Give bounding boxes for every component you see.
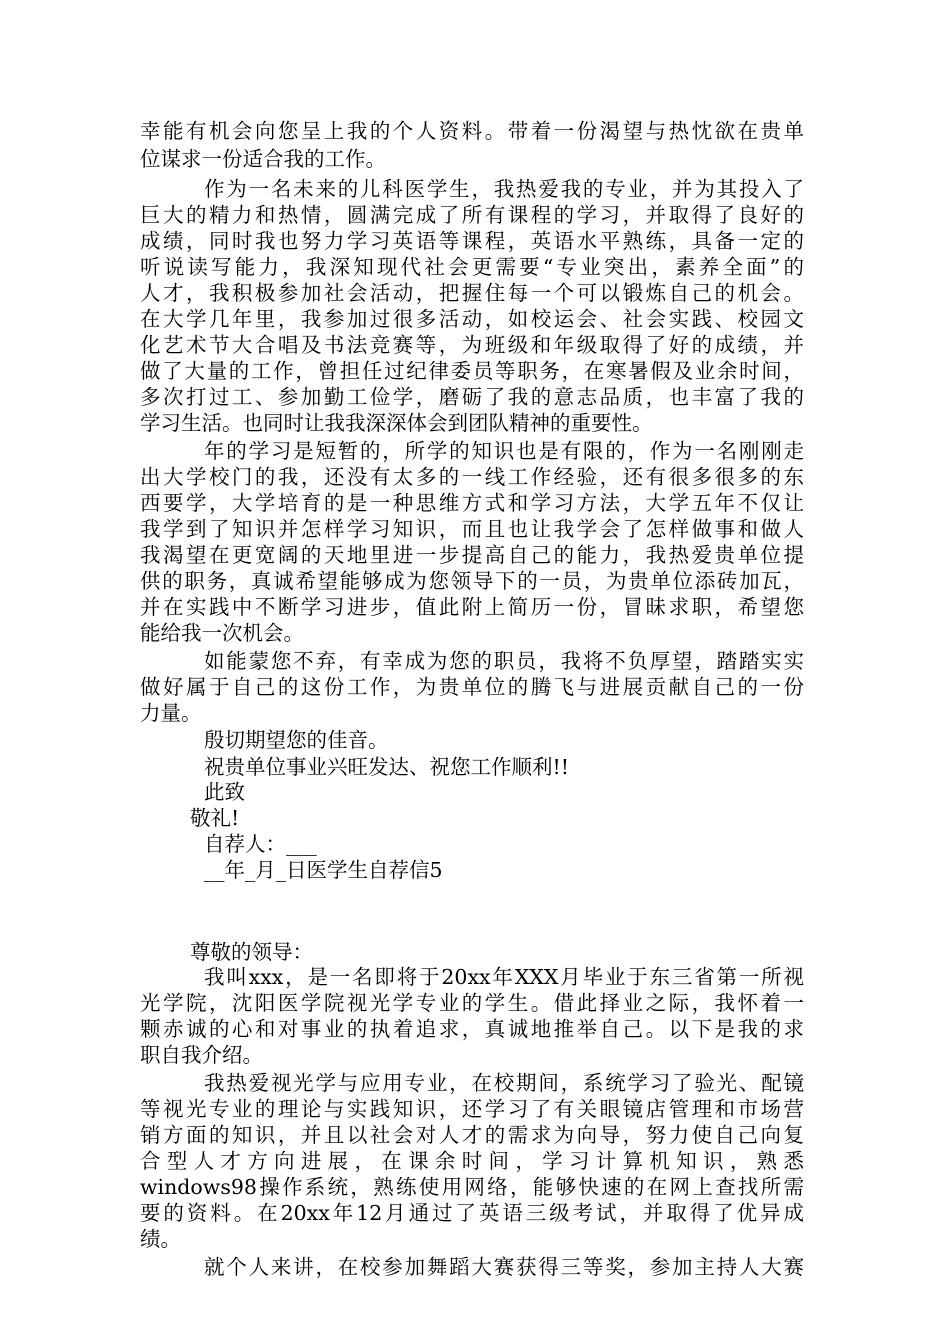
text-line: 合型人才方向进展，在课余时间，学习计算机知识，熟悉 [140,1149,804,1173]
text-line: 能给我一次机会。 [140,621,304,645]
paragraph-first-line: 就个人来讲，在校参加舞蹈大赛获得三等奖，参加主持人大赛 [204,1255,804,1279]
text-line: 光学院，沈阳医学院视光学专业的学生。借此择业之际，我怀着一 [140,991,804,1015]
text-line: 化艺术节大合唱及书法竞赛等，为班级和年级取得了好的成绩，并 [140,333,804,357]
text-line: 我学到了知识并怎样学习知识，而且也让我学会了怎样做事和做人 [140,517,804,541]
paragraph-first-line: 我叫xxx，是一名即将于20xx年XXX月毕业于东三省第一所视 [204,965,804,989]
text-line: 要的资料。在20xx年12月通过了英语三级考试，并取得了优异成 [140,1201,804,1225]
text-line: 巨大的精力和热情，圆满完成了所有课程的学习，并取得了良好的 [140,203,804,227]
paragraph-first-line: 如能蒙您不弃，有幸成为您的职员，我将不负厚望，踏踏实实 [204,649,804,673]
text-line: 成绩，同时我也努力学习英语等课程，英语水平熟练，具备一定的 [140,229,804,253]
text-line: 位谋求一份适合我的工作。 [140,147,386,171]
text-line: 供的职务，真诚希望能够成为您领导下的一员，为贵单位添砖加瓦， [140,569,804,593]
signature-line: 自荐人：___ [204,832,317,856]
closing-line: 祝贵单位事业兴旺发达、祝您工作顺利!! [204,755,569,779]
text-line: 学习生活。也同时让我我深深体会到团队精神的重要性。 [140,411,653,435]
paragraph-first-line: 我热爱视光学与应用专业，在校期间，系统学习了验光、配镜 [204,1071,804,1095]
text-line: windows98操作系统，熟练使用网络，能够快速的在网上查找所需 [140,1175,804,1199]
text-line: 做了大量的工作，曾担任过纪律委员等职务，在寒暑假及业余时间， [140,359,804,383]
closing-line: 敬礼! [190,806,240,830]
text-line: 等视光专业的理论与实践知识，还学习了有关眼镜店管理和市场营 [140,1097,804,1121]
text-line: 听说读写能力，我深知现代社会更需要“专业突出，素养全面”的 [140,255,804,279]
text-line: 职自我介绍。 [140,1043,263,1067]
text-line: 销方面的知识，并且以社会对人才的需求为向导，努力使自己向复 [140,1123,804,1147]
salutation: 尊敬的领导： [190,940,313,964]
text-line: 多次打过工、参加勤工俭学，磨砺了我的意志品质，也丰富了我的 [140,385,804,409]
closing-line: 此致 [204,780,245,804]
text-line: 幸能有机会向您呈上我的个人资料。带着一份渴望与热忱欲在贵单 [140,119,804,143]
text-line: 颗赤诚的心和对事业的执着追求，真诚地推举自己。以下是我的求 [140,1017,804,1041]
text-line: 我渴望在更宽阔的天地里进一步提高自己的能力，我热爱贵单位提 [140,543,804,567]
closing-line: 殷切期望您的佳音。 [204,728,389,752]
text-line: 出大学校门的我，还没有太多的一线工作经验，还有很多很多的东 [140,465,804,489]
text-line: 绩。 [140,1227,181,1251]
text-line: 人才，我积极参加社会活动，把握住每一个可以锻炼自己的机会。 [140,281,804,305]
text-line: 在大学几年里，我参加过很多活动，如校运会、社会实践、校园文 [140,307,804,331]
text-line: 并在实践中不断学习进步，值此附上简历一份，冒昧求职，希望您 [140,595,804,619]
text-line: 做好属于自己的这份工作，为贵单位的腾飞与进展贡献自己的一份 [140,675,804,699]
text-line: 力量。 [140,701,202,725]
text-line: 西要学，大学培育的是一种思维方式和学习方法，大学五年不仅让 [140,491,804,515]
paragraph-first-line: 年的学习是短暂的，所学的知识也是有限的，作为一名刚刚走 [204,439,804,463]
paragraph-first-line: 作为一名未来的儿科医学生，我热爱我的专业，并为其投入了 [204,177,804,201]
date-title-line: __年_月_日医学生自荐信5 [204,858,443,882]
